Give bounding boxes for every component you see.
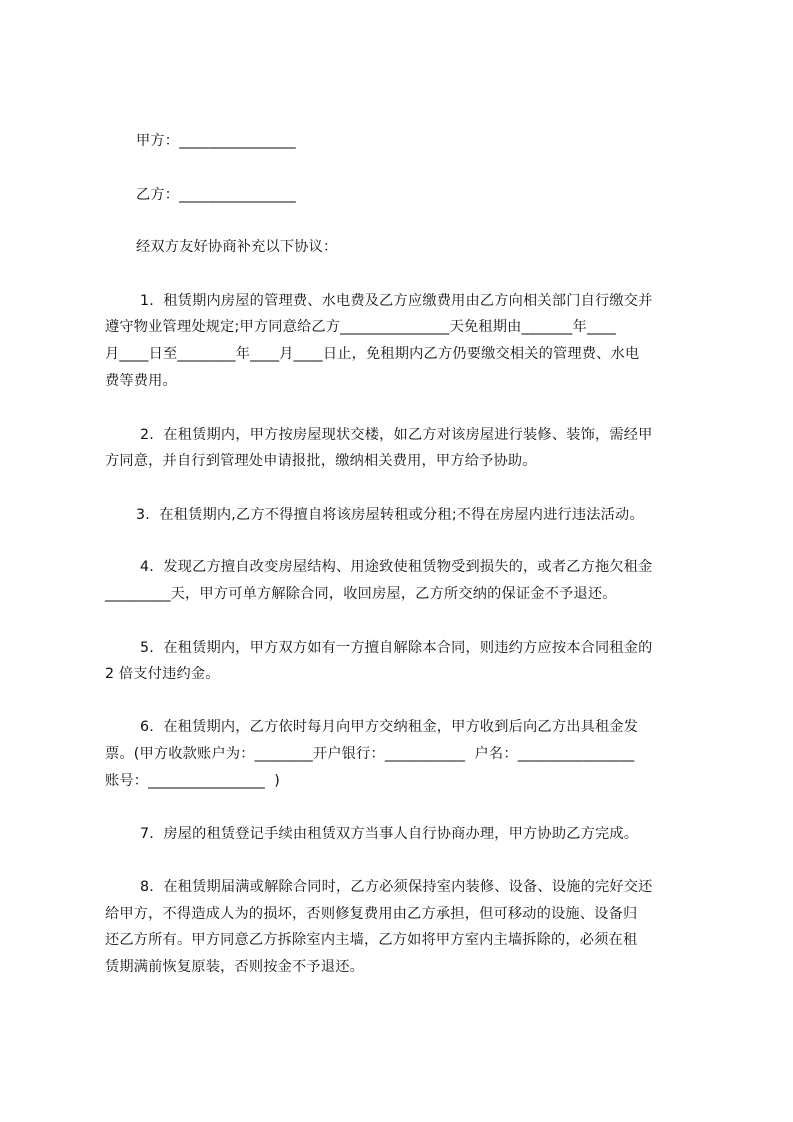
clause-line: 给甲方，不得造成人为的损坏，否则修复费用由乙方承担，但可移动的设施、设备归	[105, 906, 638, 922]
clause-line: 赁期满前恢复原装，否则按金不予退还。	[105, 959, 364, 975]
clause-line: 4. 发现乙方擅自改变房屋结构、用途致使租赁物受到损失的，或者乙方拖欠租金	[140, 559, 653, 575]
clause-line: 1. 租赁期内房屋的管理费、水电费及乙方应缴费用由乙方向相关部门自行缴交并	[140, 293, 653, 309]
clause-line: 6. 在租赁期内，乙方依时每月向甲方交纳租金，甲方收到后向乙方出具租金发	[140, 719, 639, 735]
clause-line: 账号：________________ )	[105, 773, 281, 789]
clause-line: 8. 在租赁期届满或解除合同时，乙方必须保持室内装修、设备、设施的完好交还	[140, 879, 653, 895]
intro-line: 经双方友好协商补充以下协议：	[136, 239, 338, 255]
clause-line: 3. 在租赁期内,乙方不得擅自将该房屋转租或分租;不得在房屋内进行违法活动。	[136, 507, 644, 523]
clause-line: 5. 在租赁期内，甲方双方如有一方擅自解除本合同，则违约方应按本合同租金的	[140, 640, 653, 656]
clause-line: 票。(甲方收款账户为：________开户银行：___________ 户名：________________	[105, 746, 635, 762]
clause-line: 费等费用。	[105, 373, 177, 389]
clause-line: 7. 房屋的租赁登记手续由租赁双方当事人自行协商办理，甲方协助乙方完成。	[140, 826, 639, 842]
clause-line: 月____日至________年____月____日止，免租期内乙方仍要缴交相关的管理费、水电	[105, 346, 640, 362]
party-b-line: 乙方：________________	[136, 187, 296, 203]
clause-line: 遵守物业管理处规定;甲方同意给乙方_______________天免租期由_______年____	[105, 319, 617, 335]
party-a-line: 甲方：________________	[136, 133, 296, 149]
clause-line: 2. 在租赁期内，甲方按房屋现状交楼，如乙方对该房屋进行装修、装饰，需经甲	[140, 427, 653, 443]
clause-line: 还乙方所有。甲方同意乙方拆除室内主墙，乙方如将甲方室内主墙拆除的，必须在租	[105, 932, 638, 948]
clause-line: 方同意，并自行到管理处申请报批，缴纳相关费用，甲方给予协助。	[105, 453, 537, 469]
clause-line: _________天，甲方可单方解除合同，收回房屋，乙方所交纳的保证金不予退还。	[105, 586, 617, 602]
clause-line: 2 倍支付违约金。	[105, 666, 220, 682]
